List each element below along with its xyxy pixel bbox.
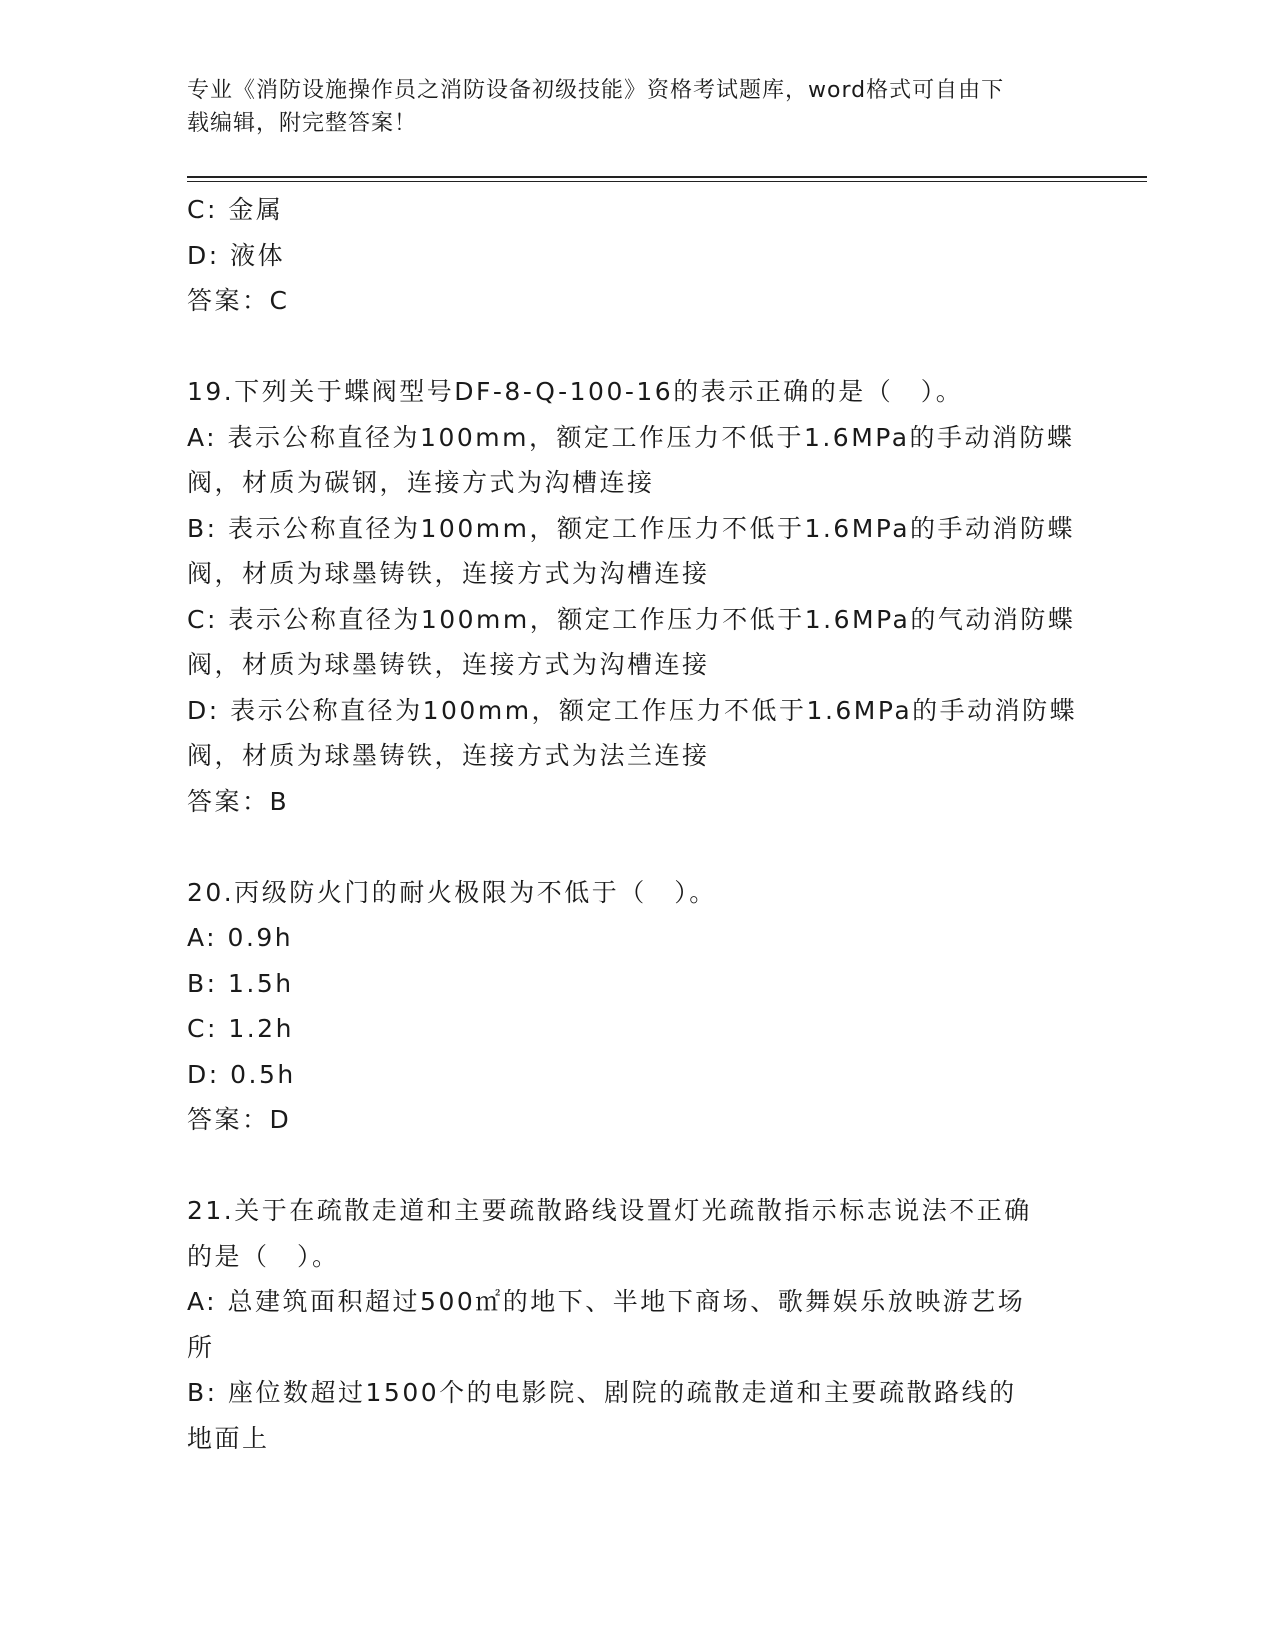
option-c: C: 1.2h [187,1014,294,1043]
option-d: D: 0.5h [187,1059,296,1089]
option-c-cont: 阀，材质为球墨铸铁，连接方式为沟槽连接 [187,650,710,679]
document-header [187,74,1067,140]
answer: 答案：D [187,1105,292,1134]
option-a: A: 表示公称直径为100mm，额定工作压力不低于1.6MPa的手动消防蝶 [187,422,1075,452]
header-line-2: 载编辑，附完整答案！ [187,111,418,136]
spacer [187,824,1087,870]
question-21 [187,1188,1087,1461]
answer: 答案：C [187,286,290,315]
spacer [187,324,1087,370]
option-a: A: 0.9h [187,923,294,952]
option-d-cont: 阀，材质为球墨铸铁，连接方式为法兰连接 [187,741,710,770]
option-b-cont: 地面上 [187,1423,270,1453]
header-rule-thin [187,181,1147,182]
answer: 答案：B [187,786,290,816]
option-b-cont: 阀，材质为球墨铸铁，连接方式为沟槽连接 [187,559,710,588]
question-stem: 19.下列关于蝶阀型号DF-8-Q-100-16的表示正确的是（ ）。 [187,377,964,406]
question-body [187,187,1087,1461]
option-c: C: 表示公称直径为100mm，额定工作压力不低于1.6MPa的气动消防蝶 [187,604,1076,634]
question-stem: 21.关于在疏散走道和主要疏散路线设置灯光疏散指示标志说法不正确 [187,1196,1032,1225]
question-19 [187,369,1087,824]
option-b: B: 1.5h [187,968,294,998]
question-20 [187,870,1087,1143]
option-a-cont: 所 [187,1332,215,1362]
option-d: D: 表示公称直径为100mm，额定工作压力不低于1.6MPa的手动消防蝶 [187,695,1078,725]
header-rule-thick [187,176,1147,178]
spacer [187,1143,1087,1189]
option-b: B: 表示公称直径为100mm，额定工作压力不低于1.6MPa的手动消防蝶 [187,513,1076,543]
option-b: B: 座位数超过1500个的电影院、剧院的疏散走道和主要疏散路线的 [187,1378,1017,1407]
option-a: A: 总建筑面积超过500㎡的地下、半地下商场、歌舞娱乐放映游艺场 [187,1287,1026,1316]
question-stem: 20.丙级防火门的耐火极限为不低于（ ）。 [187,877,717,907]
header-line-1: 专业《消防设施操作员之消防设备初级技能》资格考试题库，word格式可自由下 [187,78,1005,103]
option-d: D: 液体 [187,240,286,270]
option-a-cont: 阀，材质为碳钢，连接方式为沟槽连接 [187,468,655,497]
question-stem-cont: 的是（ ）。 [187,1241,340,1271]
question-18-tail [187,187,1087,324]
option-c: C: 金属 [187,195,284,224]
